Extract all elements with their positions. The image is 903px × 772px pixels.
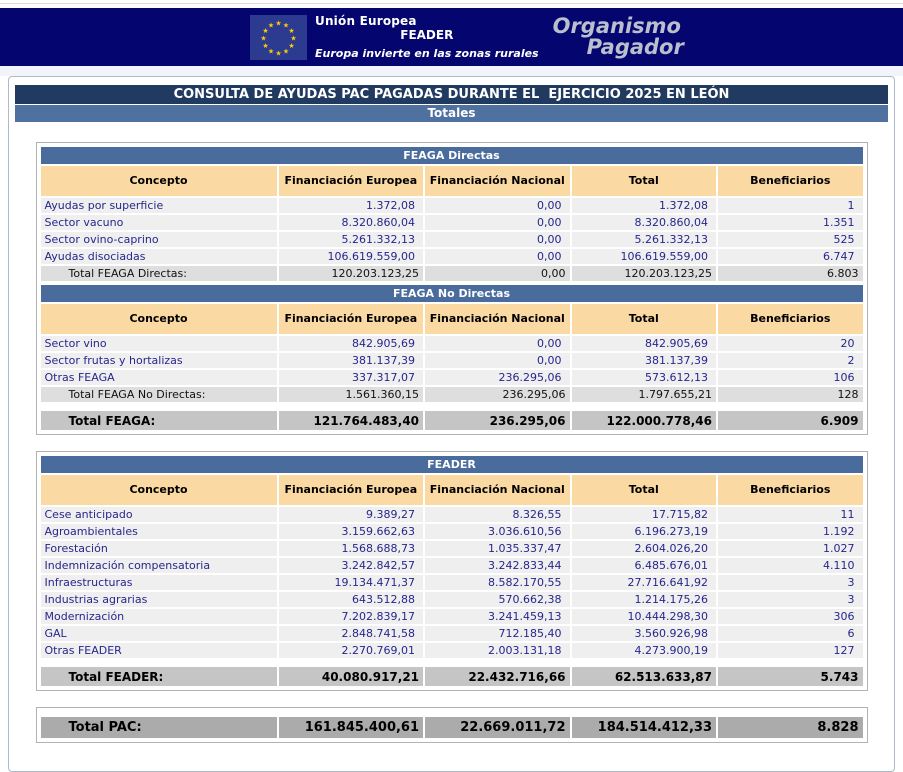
data-table (39, 145, 865, 283)
europea-cell: 3.159.662,63 (279, 524, 423, 539)
table-row (41, 609, 863, 624)
grand-total-row (41, 411, 863, 430)
table-row (41, 524, 863, 539)
subtotal-row-label: Total FEAGA Directas: (41, 266, 277, 281)
total-cell: 381.137,39 (572, 353, 716, 368)
europea-cell: 2.848.741,58 (279, 626, 423, 641)
subtotal-row-nacional: 0,00 (425, 266, 569, 281)
nacional-cell: 3.242.833,44 (425, 558, 569, 573)
concepto-cell: Modernización (41, 609, 277, 624)
svg-text:★: ★ (288, 26, 295, 35)
total-cell: 4.273.900,19 (572, 643, 716, 658)
table-row (41, 626, 863, 641)
nacional-cell: 0,00 (425, 215, 569, 230)
europea-cell: 3.242.842,57 (279, 558, 423, 573)
nacional-cell: 0,00 (425, 232, 569, 247)
europea-cell: 337.317,07 (279, 370, 423, 385)
nacional-cell: 0,00 (425, 249, 569, 264)
eu-logo-text (315, 14, 539, 60)
concepto-cell: Industrias agrarias (41, 592, 277, 607)
total-cell: 5.261.332,13 (572, 232, 716, 247)
nacional-cell: 0,00 (425, 353, 569, 368)
column-header-beneficiarios: Beneficiarios (718, 475, 863, 505)
total-cell: 1.214.175,26 (572, 592, 716, 607)
subtotal-row-europea: 1.561.360,15 (279, 387, 423, 402)
nacional-cell: 0,00 (425, 198, 569, 213)
total-cell: 573.612,13 (572, 370, 716, 385)
grand-total-row-beneficiarios: 8.828 (718, 717, 863, 738)
subtotal-row-europea: 120.203.123,25 (279, 266, 423, 281)
concepto-cell: GAL (41, 626, 277, 641)
table-row (41, 370, 863, 385)
nacional-cell: 3.241.459,13 (425, 609, 569, 624)
beneficiarios-cell: 525 (718, 232, 863, 247)
subtotal-row-label: Total FEAGA No Directas: (41, 387, 277, 402)
svg-text:★: ★ (267, 47, 275, 55)
table-row (41, 215, 863, 230)
pagador-label: Pagador (586, 35, 684, 59)
europea-cell: 643.512,88 (279, 592, 423, 607)
subtotal-row (41, 266, 863, 281)
beneficiarios-cell: 2 (718, 353, 863, 368)
grand-total-row-nacional: 236.295,06 (425, 411, 569, 430)
concepto-cell: Sector vacuno (41, 215, 277, 230)
grand-total-row-label: Total PAC: (41, 717, 277, 738)
svg-text:★: ★ (282, 47, 290, 55)
svg-text:★: ★ (275, 19, 282, 27)
total-cell: 842.905,69 (572, 336, 716, 351)
europea-cell: 9.389,27 (279, 507, 423, 522)
nacional-cell: 236.295,06 (425, 370, 569, 385)
eu-flag-icon (250, 15, 307, 60)
column-header-beneficiarios: Beneficiarios (718, 304, 863, 334)
europea-cell: 381.137,39 (279, 353, 423, 368)
totales-subtitle: Totales (15, 105, 888, 122)
table-row (41, 575, 863, 590)
tables-root (36, 142, 868, 743)
table-row (41, 507, 863, 522)
europea-cell: 7.202.839,17 (279, 609, 423, 624)
concepto-cell: Otras FEAGA (41, 370, 277, 385)
total-cell: 6.196.273,19 (572, 524, 716, 539)
europea-cell: 2.270.769,01 (279, 643, 423, 658)
beneficiarios-cell: 3 (718, 575, 863, 590)
subtotal-row-beneficiarios: 6.803 (718, 266, 863, 281)
pac-total-container (36, 707, 868, 743)
concepto-cell: Sector ovino-caprino (41, 232, 277, 247)
column-header-total: Total (572, 304, 716, 334)
grand-total-row-europea: 40.080.917,21 (279, 667, 423, 686)
section-bar-row (41, 285, 863, 302)
total-cell: 106.619.559,00 (572, 249, 716, 264)
data-table (39, 409, 865, 432)
eu-tagline: Europa invierte en las zonas rurales (315, 47, 539, 60)
column-header-total: Total (572, 166, 716, 196)
nacional-cell: 0,00 (425, 336, 569, 351)
section-bar-row (41, 456, 863, 473)
svg-text:★: ★ (267, 21, 275, 29)
total-cell: 27.716.641,92 (572, 575, 716, 590)
concepto-cell: Ayudas disociadas (41, 249, 277, 264)
concepto-cell: Indemnización compensatoria (41, 558, 277, 573)
eu-union-label: Unión Europea (315, 14, 417, 28)
column-header-concepto: Concepto (41, 475, 277, 505)
grand-total-row-label: Total FEAGA: (41, 411, 277, 430)
subtotal-row-nacional: 236.295,06 (425, 387, 569, 402)
beneficiarios-cell: 6 (718, 626, 863, 641)
column-header-concepto: Concepto (41, 304, 277, 334)
beneficiarios-cell: 306 (718, 609, 863, 624)
beneficiarios-cell: 4.110 (718, 558, 863, 573)
total-cell: 1.372,08 (572, 198, 716, 213)
concepto-cell: Otras FEADER (41, 643, 277, 658)
europea-cell: 106.619.559,00 (279, 249, 423, 264)
eu-feader-label: FEADER (400, 28, 454, 42)
grand-total-row-europea: 121.764.483,40 (279, 411, 423, 430)
nacional-cell: 1.035.337,47 (425, 541, 569, 556)
europea-cell: 19.134.471,37 (279, 575, 423, 590)
column-header-nacional: Financiación Nacional (425, 166, 569, 196)
total-cell: 17.715,82 (572, 507, 716, 522)
eu-logo-block (250, 14, 539, 60)
column-header-europea: Financiación Europea (279, 304, 423, 334)
beneficiarios-cell: 3 (718, 592, 863, 607)
total-cell: 3.560.926,98 (572, 626, 716, 641)
beneficiarios-cell: 1.192 (718, 524, 863, 539)
grand-total-row-label: Total FEADER: (41, 667, 277, 686)
svg-text:★: ★ (262, 26, 269, 35)
concepto-cell: Cese anticipado (41, 507, 277, 522)
table-row (41, 336, 863, 351)
feaga-container (36, 142, 868, 435)
banner-gap (0, 66, 903, 76)
beneficiarios-cell: 6.747 (718, 249, 863, 264)
grand-total-row-europea: 161.845.400,61 (279, 717, 423, 738)
concepto-cell: Forestación (41, 541, 277, 556)
grand-total-row-total: 184.514.412,33 (572, 717, 716, 738)
total-cell: 2.604.026,20 (572, 541, 716, 556)
svg-text:★: ★ (288, 41, 295, 50)
data-table (39, 665, 865, 688)
data-table (39, 715, 865, 740)
subtotal-row-total: 120.203.123,25 (572, 266, 716, 281)
beneficiarios-cell: 1.027 (718, 541, 863, 556)
subtotal-row-total: 1.797.655,21 (572, 387, 716, 402)
beneficiarios-cell: 1.351 (718, 215, 863, 230)
concepto-cell: Sector frutas y hortalizas (41, 353, 277, 368)
table-row (41, 198, 863, 213)
europea-cell: 1.568.688,73 (279, 541, 423, 556)
top-strip (0, 0, 903, 8)
concepto-cell: Agroambientales (41, 524, 277, 539)
svg-text:★: ★ (290, 34, 297, 42)
column-header-row (41, 475, 863, 505)
nacional-cell: 3.036.610,56 (425, 524, 569, 539)
nacional-cell: 8.326,55 (425, 507, 569, 522)
content-panel (8, 76, 895, 772)
europea-cell: 842.905,69 (279, 336, 423, 351)
beneficiarios-cell: 1 (718, 198, 863, 213)
nacional-cell: 8.582.170,55 (425, 575, 569, 590)
column-header-beneficiarios: Beneficiarios (718, 166, 863, 196)
svg-text:★: ★ (282, 21, 290, 29)
section-title: FEAGA No Directas (41, 285, 863, 302)
europea-cell: 1.372,08 (279, 198, 423, 213)
table-row (41, 232, 863, 247)
table-row (41, 353, 863, 368)
column-header-row (41, 166, 863, 196)
table-row (41, 541, 863, 556)
svg-text:★: ★ (275, 49, 282, 57)
data-table (39, 283, 865, 404)
total-cell: 10.444.298,30 (572, 609, 716, 624)
nacional-cell: 712.185,40 (425, 626, 569, 641)
column-header-europea: Financiación Europea (279, 166, 423, 196)
column-header-concepto: Concepto (41, 166, 277, 196)
column-header-row (41, 304, 863, 334)
organismo-label: Organismo (552, 14, 681, 38)
concepto-cell: Infraestructuras (41, 575, 277, 590)
grand-total-row-beneficiarios: 6.909 (718, 411, 863, 430)
column-header-nacional: Financiación Nacional (425, 304, 569, 334)
table-row (41, 592, 863, 607)
grand-total-row-beneficiarios: 5.743 (718, 667, 863, 686)
svg-text:★: ★ (262, 41, 269, 50)
total-cell: 6.485.676,01 (572, 558, 716, 573)
column-header-total: Total (572, 475, 716, 505)
concepto-cell: Ayudas por superficie (41, 198, 277, 213)
section-title: FEAGA Directas (41, 147, 863, 164)
grand-total-row (41, 667, 863, 686)
beneficiarios-cell: 127 (718, 643, 863, 658)
table-row (41, 558, 863, 573)
column-header-europea: Financiación Europea (279, 475, 423, 505)
total-cell: 8.320.860,04 (572, 215, 716, 230)
header-banner (0, 8, 903, 66)
data-table (39, 454, 865, 660)
grand-total-row-nacional: 22.669.011,72 (425, 717, 569, 738)
concepto-cell: Sector vino (41, 336, 277, 351)
beneficiarios-cell: 11 (718, 507, 863, 522)
grand-total-row-total: 62.513.633,87 (572, 667, 716, 686)
svg-text:★: ★ (260, 34, 267, 42)
grand-total-row-nacional: 22.432.716,66 (425, 667, 569, 686)
table-row (41, 249, 863, 264)
grand-total-row-total: 122.000.778,46 (572, 411, 716, 430)
grand-total-row (41, 717, 863, 738)
nacional-cell: 570.662,38 (425, 592, 569, 607)
beneficiarios-cell: 20 (718, 336, 863, 351)
page-title: CONSULTA DE AYUDAS PAC PAGADAS DURANTE EL EJERCICIO 2025 EN LEÓN (15, 85, 888, 104)
subtotal-row (41, 387, 863, 402)
table-row (41, 643, 863, 658)
nacional-cell: 2.003.131,18 (425, 643, 569, 658)
europea-cell: 8.320.860,04 (279, 215, 423, 230)
europea-cell: 5.261.332,13 (279, 232, 423, 247)
feader-container (36, 451, 868, 691)
section-bar-row (41, 147, 863, 164)
subtotal-row-beneficiarios: 128 (718, 387, 863, 402)
column-header-nacional: Financiación Nacional (425, 475, 569, 505)
section-title: FEADER (41, 456, 863, 473)
organismo-pagador-logo (553, 16, 684, 58)
beneficiarios-cell: 106 (718, 370, 863, 385)
